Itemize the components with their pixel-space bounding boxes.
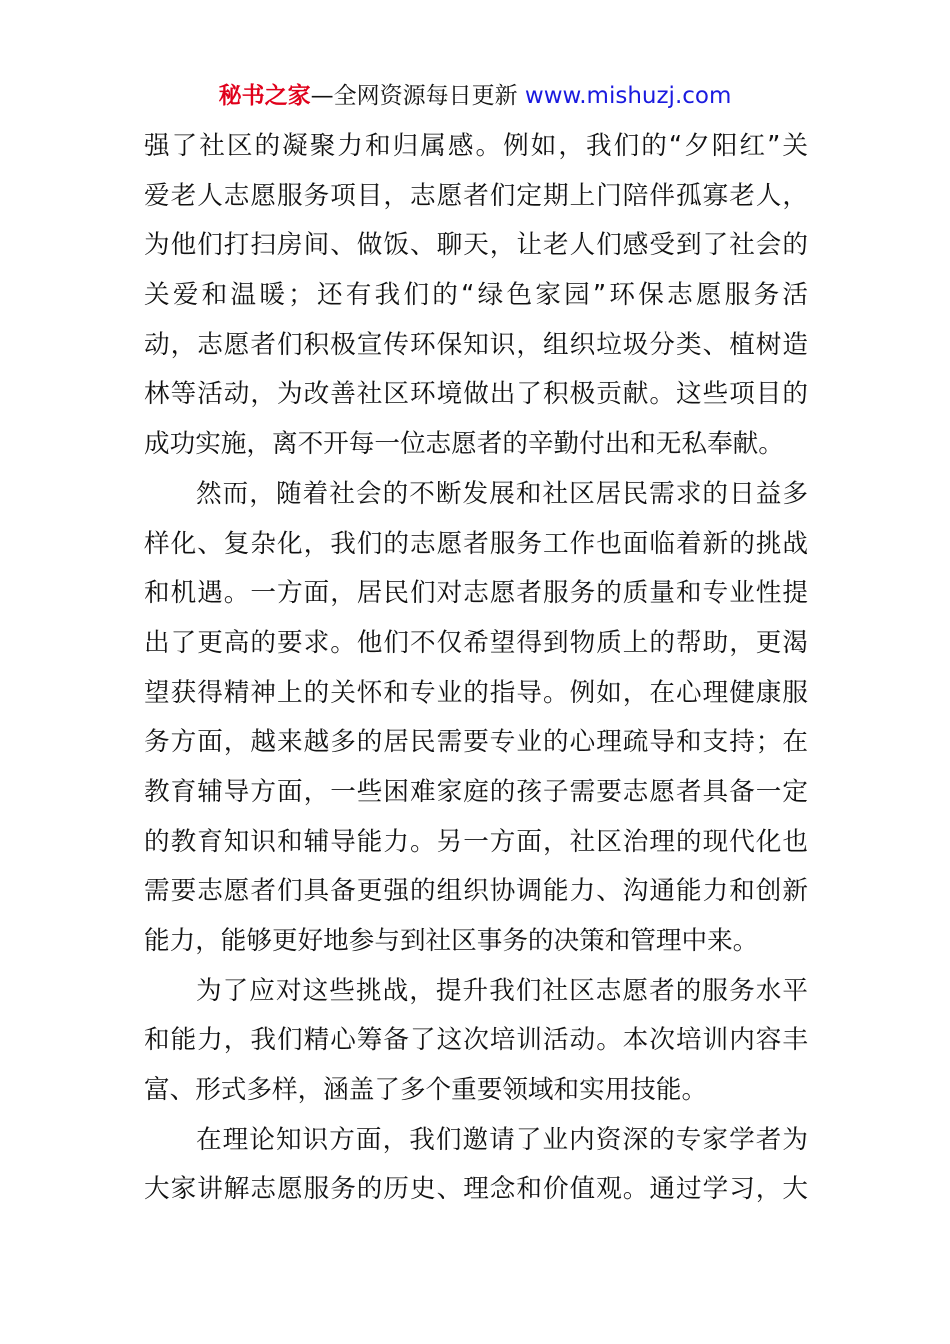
- text-line: 富、形式多样，涵盖了多个重要领域和实用技能。: [144, 1075, 708, 1106]
- text-line: 能力，能够更好地参与到社区事务的决策和管理中来。: [144, 926, 759, 956]
- text-line: 成功实施，离不开每一位志愿者的辛勤付出和无私奉献。: [144, 429, 784, 460]
- text-line: 和能力，我们精心筹备了这次培训活动。本次培训内容丰: [144, 1025, 808, 1056]
- text-line: 爱老人志愿服务项目，志愿者们定期上门陪伴孤寡老人，: [144, 180, 808, 211]
- text-line: 需要志愿者们具备更强的组织协调能力、沟通能力和创新: [144, 876, 808, 907]
- body-text: [144, 122, 808, 1215]
- text-line: 动，志愿者们积极宣传环保知识，组织垃圾分类、植树造: [144, 329, 808, 360]
- paragraph-first-line: 在理论知识方面，我们邀请了业内资深的专家学者为: [196, 1124, 808, 1155]
- site-url-link[interactable]: www.mishuzj.com: [524, 83, 732, 109]
- text-line: 强了社区的凝聚力和归属感。例如，我们的“夕阳红”关: [144, 131, 808, 161]
- text-line: 关爱和温暖；还有我们的“绿色家园”环保志愿服务活: [144, 280, 808, 311]
- paragraph-first-line: 为了应对这些挑战，提升我们社区志愿者的服务水平: [196, 975, 808, 1006]
- text-line: 望获得精神上的关怀和专业的指导。例如，在心理健康服: [144, 677, 808, 708]
- header-tagline: —全网资源每日更新: [310, 83, 525, 109]
- page-header: [0, 80, 950, 112]
- text-line: 教育辅导方面，一些困难家庭的孩子需要志愿者具备一定: [144, 776, 808, 807]
- text-line: 的教育知识和辅导能力。另一方面，社区治理的现代化也: [144, 826, 808, 857]
- text-line: 林等活动，为改善社区环境做出了积极贡献。这些项目的: [144, 379, 808, 410]
- text-line: 出了更高的要求。他们不仅希望得到物质上的帮助，更渴: [144, 627, 808, 658]
- text-line: 为他们打扫房间、做饭、聊天，让老人们感受到了社会的: [144, 230, 808, 261]
- brand-name: 秘书之家: [218, 83, 311, 109]
- paragraph-first-line: 然而，随着社会的不断发展和社区居民需求的日益多: [196, 478, 808, 509]
- text-line: 样化、复杂化，我们的志愿者服务工作也面临着新的挑战: [144, 528, 808, 559]
- text-line: 大家讲解志愿服务的历史、理念和价值观。通过学习，大: [144, 1174, 808, 1205]
- text-line: 和机遇。一方面，居民们对志愿者服务的质量和专业性提: [144, 578, 808, 609]
- text-line: 务方面，越来越多的居民需要专业的心理疏导和支持；在: [144, 727, 808, 758]
